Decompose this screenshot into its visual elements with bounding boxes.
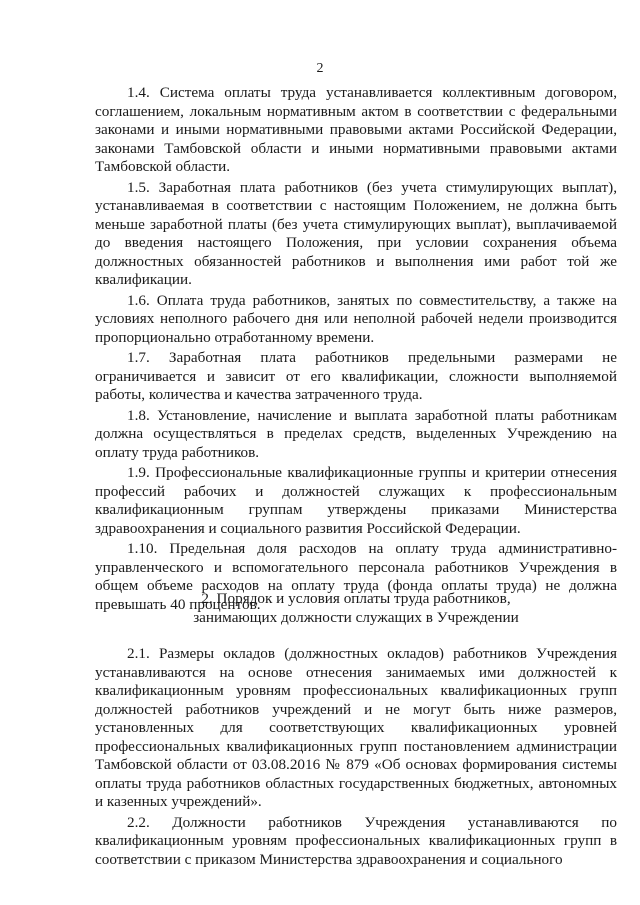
paragraph-1-8: 1.8. Установление, начисление и выплата заработной платы работникам должна осуществляться в пределах средств, выделенных Учреждению на оплату труда работников. bbox=[95, 406, 617, 461]
section-1-paragraphs bbox=[95, 84, 617, 614]
paragraph-1-4: 1.4. Система оплаты труда устанавливается коллективным договором, соглашением, локальным нормативным актом в соответствии с федеральными законами и иными нормативными правовыми актами Российской Федерации, законами Тамбовской области и иными нормативными правовыми актами Тамбовской области. bbox=[95, 84, 617, 175]
paragraph-2-1: 2.1. Размеры окладов (должностных окладов) работников Учреждения устанавливаются на основе отнесения занимаемых ими должностей к квалификационным уровням профессиональных квалификационных групп должностей работников учреждений и не могут быть ниже размеров, установленных для соответствующих квалификационных уровней профессиональных квалификационных групп постановлением администрации Тамбовской области от 03.08.2016 № 879 «Об основах формирования системы оплаты труда работников областных государственных бюджетных, автономных и казенных учреждений». bbox=[95, 645, 617, 810]
section-2-paragraphs bbox=[95, 645, 617, 869]
page-number: 2 bbox=[316, 61, 324, 76]
paragraph-1-7: 1.7. Заработная плата работников предельными размерами не ограничивается и зависит от его квалификации, сложности выполняемой работы, количества и качества затраченного труда. bbox=[95, 349, 617, 403]
paragraph-1-6: 1.6. Оплата труда работников, занятых по совместительству, а также на условиях неполного рабочего дня или неполной рабочей недели производится пропорционально отработанному времени. bbox=[95, 291, 617, 346]
section-heading-line-1: 2. Порядок и условия оплаты труда работников, bbox=[201, 590, 511, 607]
paragraph-1-5: 1.5. Заработная плата работников (без учета стимулирующих выплат), устанавливаемая в соответствии с настоящим Положением, не должна быть меньше заработной платы (без учета стимулирующих выплат), выплачиваемой до введения настоящего Положения, при условии сохранения объема должностных обязанностей работников и выполнения ими работ той же квалификации. bbox=[95, 178, 617, 288]
paragraph-1-9: 1.9. Профессиональные квалификационные группы и критерии отнесения профессий рабочих и должностей служащих к профессиональным квалификационным группам утверждены приказами Министерства здравоохранения и социального развития Российской Федерации. bbox=[95, 464, 617, 537]
section-2-heading bbox=[95, 590, 617, 627]
paragraph-2-2: 2.2. Должности работников Учреждения устанавливаются по квалификационным уровням профессиональных квалификационных групп в соответствии с приказом Министерства здравоохранения и социального bbox=[95, 813, 617, 868]
section-heading-line-2: занимающих должности служащих в Учреждении bbox=[193, 608, 519, 626]
paragraph-1-10: 1.10. Предельная доля расходов на оплату труда административно-управленческого и вспомогательного персонала работников Учреждения в общем объеме расходов на оплату труда (фонда оплаты труда) не должна превышать 40 процентов. bbox=[95, 540, 617, 613]
